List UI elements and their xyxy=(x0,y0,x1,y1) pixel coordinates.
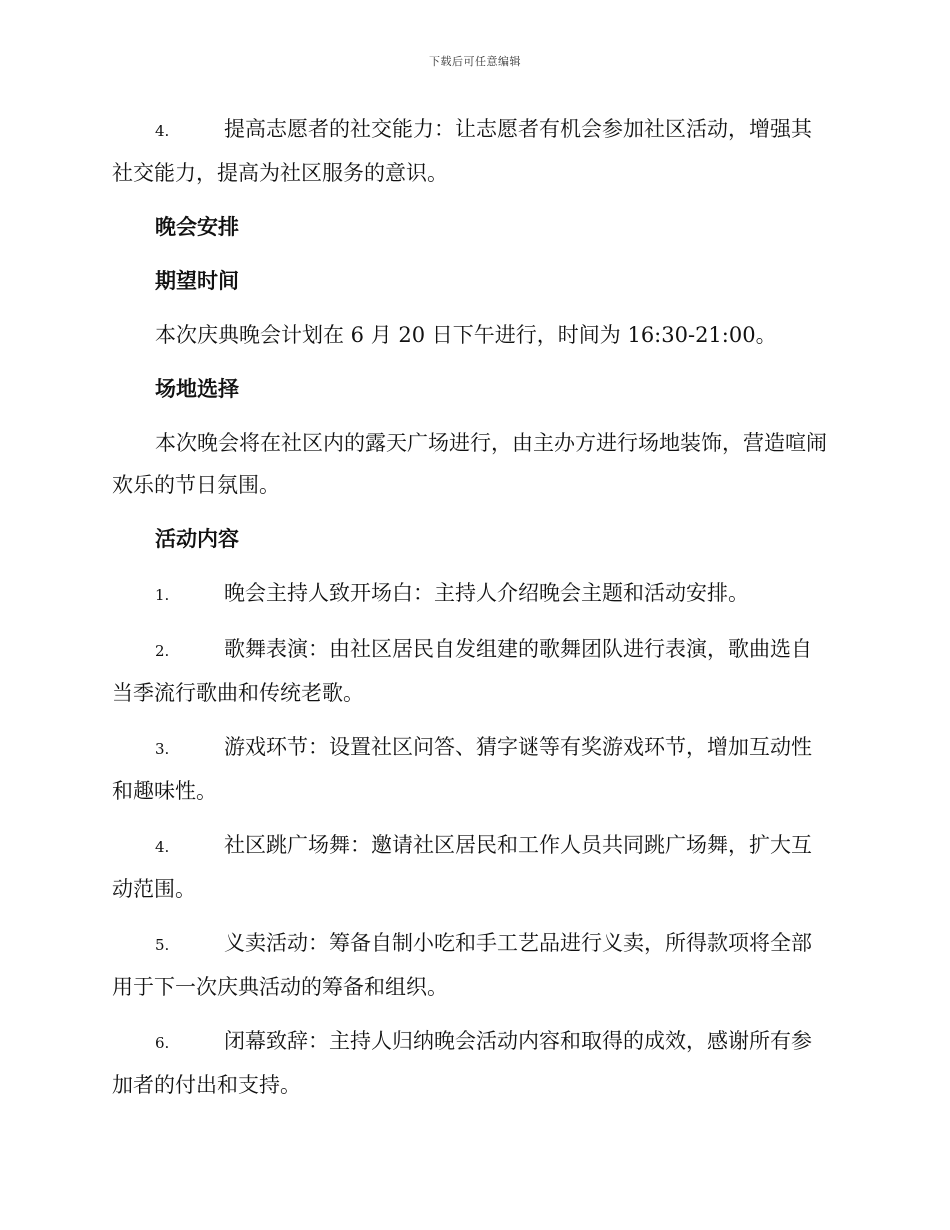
paragraph-venue: 本次晚会将在社区内的露天广场进行，由主办方进行场地装饰，营造喧闹欢乐的节日氛围。 xyxy=(112,431,827,497)
list-item-number: 6. xyxy=(155,1034,170,1052)
list-item xyxy=(112,628,832,714)
list-item-number: 2. xyxy=(155,642,170,660)
list-item xyxy=(112,726,832,812)
list-item-number: 5. xyxy=(155,936,170,954)
list-item-text: 社区跳广场舞：邀请社区居民和工作人员共同跳广场舞，扩大互动范围。 xyxy=(112,833,812,901)
paragraph-expected-time: 本次庆典晚会计划在 6 月 20 日下午进行，时间为 16:30-21:00。 xyxy=(155,323,777,347)
list-item-text: 歌舞表演：由社区居民自发组建的歌舞团队进行表演，歌曲选自当季流行歌曲和传统老歌。 xyxy=(112,637,812,705)
list-item xyxy=(112,824,832,910)
list-item xyxy=(112,572,832,616)
list-item-text: 游戏环节：设置社区问答、猜字谜等有奖游戏环节，增加互动性和趣味性。 xyxy=(112,735,812,803)
section-heading-evening-arrangement: 晚会安排 xyxy=(155,215,239,239)
section-heading-expected-time: 期望时间 xyxy=(155,269,239,293)
list-item-volunteer-social xyxy=(112,108,832,194)
list-item-number: 4. xyxy=(155,122,170,140)
list-item xyxy=(112,922,832,1008)
list-item-number: 1. xyxy=(155,586,170,604)
page-header: 下载后可任意编辑 xyxy=(429,55,521,68)
list-item-text: 义卖活动：筹备自制小吃和手工艺品进行义卖，所得款项将全部用于下一次庆典活动的筹备和组织。 xyxy=(112,931,812,999)
document-body xyxy=(112,108,832,1118)
list-item-text: 提高志愿者的社交能力：让志愿者有机会参加社区活动，增强其社交能力，提高为社区服务的意识。 xyxy=(112,117,812,185)
list-item-text: 晚会主持人致开场白：主持人介绍晚会主题和活动安排。 xyxy=(224,581,749,605)
list-item-number: 3. xyxy=(155,740,170,758)
list-item-text: 闭幕致辞：主持人归纳晚会活动内容和取得的成效，感谢所有参加者的付出和支持。 xyxy=(112,1029,812,1097)
section-heading-venue: 场地选择 xyxy=(155,377,239,401)
list-item-number: 4. xyxy=(155,838,170,856)
section-heading-activities: 活动内容 xyxy=(155,527,239,551)
list-item xyxy=(112,1020,832,1106)
